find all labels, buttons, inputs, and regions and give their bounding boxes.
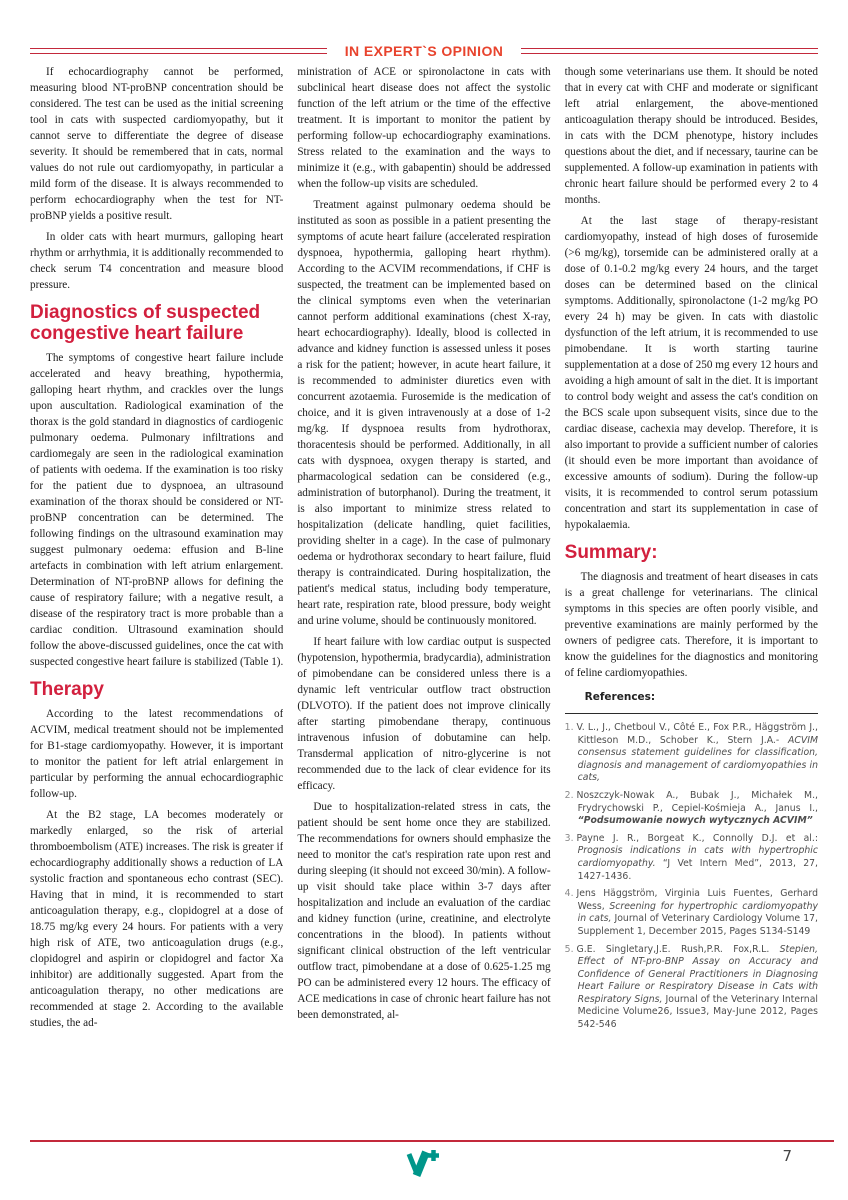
reference-number: 5. bbox=[564, 943, 574, 955]
section-heading-therapy: Therapy bbox=[30, 679, 104, 700]
footer-rule bbox=[30, 1140, 834, 1142]
reference-text: G.E. Singletary,J.E. Rush,P.R. Fox,R.L. bbox=[576, 943, 780, 955]
page-number: 7 bbox=[782, 1147, 792, 1165]
article-body bbox=[30, 64, 818, 1140]
paragraph: though some veterinarians use them. It should be noted that in every cat with CHF and moderate or significant left atrial enlargement, the above-mentioned anticoagulation therapy should be introduced. Besides, in cats with the DCM phenotype, history includes questions about the diet, and if necessary, taurine can be supplemented. A follow-up examination in patients with chronic heart failure should be performed every 2 to 4 months. bbox=[564, 66, 818, 206]
reference-title: “Podsumowanie nowych wytycznych ACVIM” bbox=[577, 815, 813, 827]
reference-title: ACVIM consensus statement guidelines for classification, diagnosis and management of cardiomyopathies in cats, bbox=[577, 734, 818, 784]
paragraph: ministration of ACE or spironolactone in cats with subclinical heart disease does not affect the systolic function of the left atrium or the time of the effective treatment. It is important to monitor the patient by performing follow-up echocardiography examinations. Stress related to the examination and the ways to minimize it (e.g., with gabapentin) should be addressed when the follow-up visits are scheduled. bbox=[297, 66, 551, 190]
reference-item bbox=[565, 888, 818, 938]
section-banner: IN EXPERT`S OPINION bbox=[344, 43, 504, 59]
paragraph: If echocardiography cannot be performed, measuring blood NT-proBNP concentration should be considered. The test can be used as the initial screening tool in cats with suspected cardiomyopathy, but it cannot serve to differentiate the degree of disease severity. It should be remembered that in cats, normal values do not rule out cardiomyopathy, in particular a mild form of the disease. It is always recommended to perform echocardiography when the test for NT-proBNP yields a positive result. bbox=[30, 66, 284, 222]
reference-text: Jens Häggström, Virginia Luis Fuentes, Gerhard Wess, bbox=[576, 888, 818, 912]
page-footer bbox=[0, 1140, 848, 1200]
header-rule-left bbox=[30, 48, 327, 54]
header-rule-right bbox=[521, 48, 818, 54]
reference-text: Payne J. R., Borgeat K., Connolly D.J. et al.: bbox=[576, 832, 818, 844]
reference-text: “J Vet Intern Med”, 2013, 27, 1427-1436. bbox=[577, 857, 818, 882]
references-list bbox=[565, 722, 818, 1032]
section-heading-summary: Summary: bbox=[564, 542, 658, 563]
section-heading-diagnostics: Diagnostics of suspected congestive heart failure bbox=[30, 302, 261, 344]
paragraph: At the last stage of therapy-resistant cardiomyopathy, instead of high doses of furosemide (>6 mg/kg), torsemide can be administered orally at a dose of 0.1-0.2 mg/kg every 24 hours, and the target doses can be determined based on the clinical symptoms. Additionally, spironolactone (1-2 mg/kg PO every 24 h) may be given. In cats with diastolic dysfunction of the left atrium, it is recommended to use pimobendane. It is worth starting taurine supplementation at a dose of 250 mg every 12 hours and avoiding a high amount of salt in the diet. It is important to control body weight and assess the cat's condition on the BCS scale upon subsequent visits, since due to the cardiac disease, cachexia may develop. Therefore, it is also important to provide a sufficient number of calories (it should even be more important than avoidance of excessive amounts of sodium). During the follow-up visits, it is recommended to control serum potassium concentration and start its supplementation in case of hypokalaemia. bbox=[564, 215, 818, 531]
paragraph: Treatment against pulmonary oedema should be instituted as soon as possible in a patient presenting the symptoms of acute heart failure (accelerated respiration dyspnoea, hypothermia, galloping heart rhythm). According to the ACVIM recommendations, if CHF is suspected, the treatment can be implemented based on the clinical symptoms even when the veterinarian cannot perform additional examinations (chest X-ray, heart echocardiography). Ideally, blood is collected in advance and kidney function is assessed unless it poses a risk for the patient; however, in acute heart failure, it is recommended to administer diuretics even with concurrent azotaemia. Furosemide is the medication of choice, and it is given intravenously at a dose of 1-2 mg/kg. If dyspnoea results from hydrothorax, thoracentesis should be performed. Additionally, in all cats with dyspnoea, oxygen therapy is started, and pharmacological sedation can be considered (e.g., administration of butorphanol). During the treatment, it is also important to minimize stress related to hospitalization (delicate handling, quiet facilities, providing shelter in a cage). In the case of pulmonary oedema or hydrothorax secondary to heart failure, fluid therapy is contraindicated. During hospitalization, the patient's medical status, including body temperature, heart rate, respiration rate, blood pressure, body weight and urine volume, should be continuously monitored. bbox=[297, 199, 551, 627]
paragraph: At the B2 stage, LA becomes moderately or markedly enlarged, so the risk of arterial thromboembolism (ATE) increases. The risk is greater if echocardiography additionally shows a reduction of LA systolic fraction and spontaneous echo contrast (SEC). Having that in mind, it is recommended to start anticoagulation therapy, e.g., clopidogrel at a dose of 18.75 mg/kg every 24 hours. For patients with a very high risk of ATE, two anticoagulation drugs (e.g., clopidogrel and aspirin or clopidogrel and factor Xa inhibitor) are additionally suggested. Apart from the anticoagulation therapy, no other medications are recommended at stage 2. According to the available studies, the ad- bbox=[30, 809, 284, 1029]
paragraph: The symptoms of congestive heart failure include accelerated and heavy breathing, hypothermia, galloping heart rhythm, and crackles over the lungs upon auscultation. Radiological examination of the thorax is the gold standard in diagnostics of cardiogenic pulmonary oedema. Pulmonary infiltrations and cardiomegaly are seen in the radiological examination of patients with oedema. If the examination is too risky for the patient due to dyspnoea, an ultrasound examination of the thorax should be considered or NT-proBNP concentration can be determined. The following findings on the ultrasound examination may suggest pulmonary oedema: effusion and B-line artefacts in combination with left atrium enlargement. Determination of NT-proBNP allows for defining the cause of respiratory failure; with a negative result, a disease of the respiratory tract is more probable than a cardiac condition. Ultrasound examination should follow the above-discussed guidelines, once the cat with suspected congestive heart failure is stabilized (Table 1). bbox=[30, 352, 284, 668]
reference-title: Prognosis indications in cats with hypertrophic cardiomyopathy. bbox=[577, 845, 818, 869]
column-3 bbox=[565, 64, 818, 1140]
reference-text: Noszczyk-Nowak A., Bubak J., Michałek M., Frydrychowski P., Cepiel-Kośmieja A., Janus I., bbox=[576, 789, 818, 814]
reference-title: Stepien, Effect of NT-pro-BNP Assay on Accuracy and Confidence of General Practitioners in Diagnosing Heart Failure or Respiratory Disease in Cats with Respiratory Signs, bbox=[577, 943, 818, 1005]
references-label: References: bbox=[584, 691, 656, 703]
reference-title: Screening for hypertrophic cardiomyopathy in cats, bbox=[577, 900, 818, 925]
reference-number: 1. bbox=[564, 722, 574, 733]
reference-item bbox=[565, 833, 818, 883]
reference-item bbox=[565, 722, 818, 785]
reference-item bbox=[565, 944, 818, 1032]
reference-text: Journal of Veterinary Cardiology Volume 17, Supplement 1, December 2015, Pages S134-S149 bbox=[577, 913, 818, 937]
reference-number: 3. bbox=[564, 832, 574, 844]
reference-number: 4. bbox=[564, 888, 574, 900]
column-1 bbox=[30, 64, 283, 1140]
reference-number: 2. bbox=[564, 789, 574, 801]
column-2 bbox=[297, 64, 550, 1140]
paragraph: According to the latest recommendations of ACVIM, medical treatment should not be implemented for B1-stage cardiomyopathy. However, it is important to monitor the patient for left atrial enlargement in particular by performing the annual echocardiographic follow-up. bbox=[30, 708, 284, 800]
references-divider bbox=[565, 713, 818, 714]
reference-text: Journal of the Veterinary Internal Medicine Volume26, Issue3, May-June 2012, Pages 542-546 bbox=[577, 993, 818, 1031]
reference-text: V. L., J., Chetboul V., Côté E., Fox P.R., Häggström J., Kittleson M.D., Schober K., Stern J.A.- bbox=[576, 722, 818, 746]
page-header bbox=[30, 42, 818, 60]
paragraph: If heart failure with low cardiac output is suspected (hypotension, hypothermia, bradycardia), administration of pimobendane can be considered unless there is a dynamic left ventricular outflow tract obstruction (DLVOTO). If the patient does not improve clinically after starting pimobendane therapy, continuous intravenous infusion of dobutamine can help. Transdermal application of nitro-glycerine is not recommended due to the lack of clear evidence for its efficacy. bbox=[297, 636, 551, 792]
paragraph: The diagnosis and treatment of heart diseases in cats is a great challenge for veterinarians. The clinical symptoms in this species are often poorly visible, and preventive examinations are mainly performed by the owners of pedigree cats. Therefore, it is important to know the guidelines for the diagnostics and monitoring of feline cardiomyopathies. bbox=[564, 571, 818, 679]
v-plus-logo-icon bbox=[405, 1149, 443, 1184]
reference-item bbox=[565, 790, 818, 828]
paragraph: In older cats with heart murmurs, galloping heart rhythm or arrhythmia, it is additionally recommended to check serum T4 concentration and measure blood pressure. bbox=[30, 231, 284, 291]
paragraph: Due to hospitalization-related stress in cats, the patient should be sent home once they are stabilized. The recommendations for owners should emphasize the need to monitor the cat's respiration rate upon rest and during sleeping (it should not exceed 30/min). A follow-up visit should take place within 3-7 days after hospitalization and include an evaluation of the cardiac and kidney function (urine, creatinine, and electrolyte concentrations in the blood). In patients without significant clinical obstruction of the left ventricular outflow tract, pimobendane at a dose of 0.625-1.25 mg PO can be administered every 12 hours. The efficacy of ACE medications in case of chronic heart failure has not been demonstrated, al- bbox=[297, 801, 551, 1021]
